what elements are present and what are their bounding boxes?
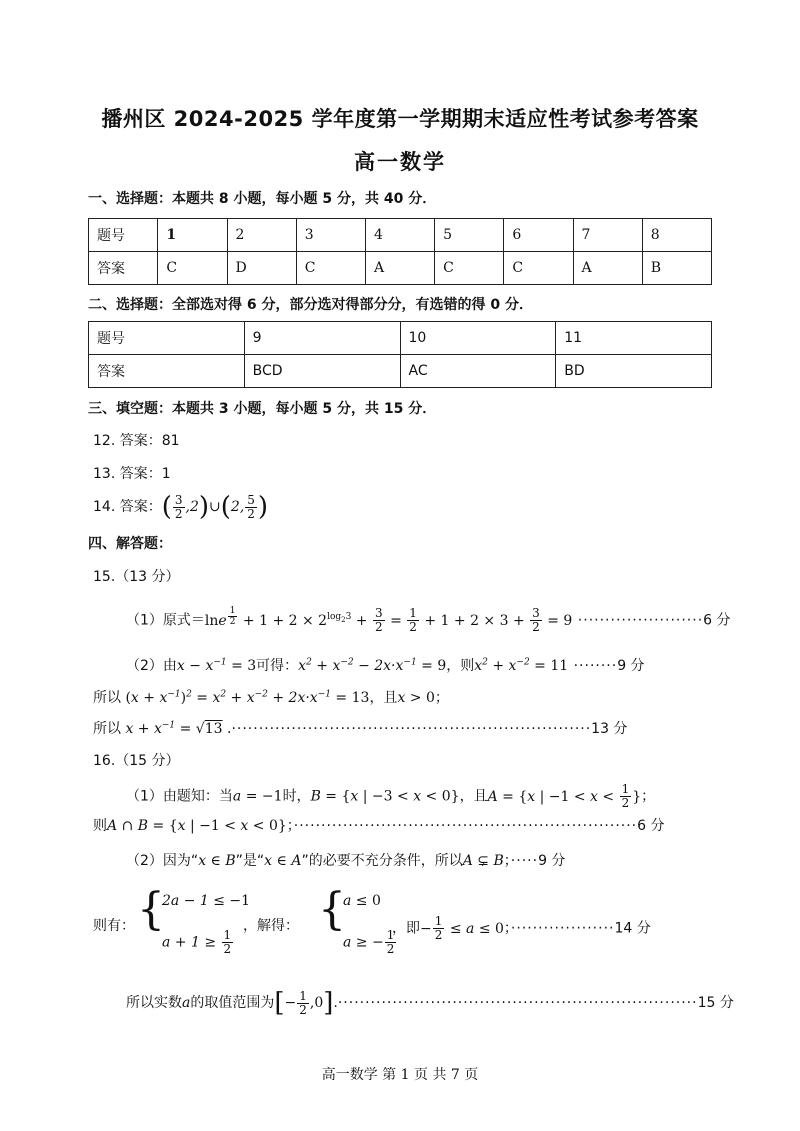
table-cell: 8	[642, 219, 711, 252]
table-cell: C	[504, 252, 573, 285]
leader-dots: ·······················	[572, 612, 704, 629]
q15-part1-label: （1）原式＝	[126, 612, 205, 629]
table-cell: 5	[435, 219, 504, 252]
q16-part2-label: 则	[93, 818, 107, 834]
table-cell: 9	[244, 322, 400, 355]
table-cell: BCD	[244, 355, 400, 388]
q16-part5-formula: [− $\frac{1}{2}$ ,0].	[274, 988, 338, 1018]
q16-part1-text2: ，且	[459, 788, 488, 805]
answer-12: 12. 答案：81	[93, 433, 180, 449]
answer-14-formula: ( $\frac{3}{2}$ ,2)∪(2, $\frac{5}{2}$ )	[161, 492, 269, 522]
table-cell: D	[227, 252, 296, 285]
q16-part1-formula-a: a = −1	[232, 788, 283, 805]
section-3-heading: 三、填空题：本题共 3 小题，每小题 5 分，共 15 分．	[88, 401, 437, 417]
q16-part1-text: 时，	[282, 788, 311, 805]
table-cell: 3	[296, 219, 365, 252]
table-cell: B	[642, 252, 711, 285]
answer-14-label: 14. 答案：	[93, 499, 162, 515]
q16-part4-label: 则有：	[93, 918, 135, 934]
page-subtitle: 高一数学	[354, 150, 446, 174]
table-cell: 10	[400, 322, 556, 355]
q16-part3-formula-c: A ⊊ B	[462, 853, 504, 869]
system-eq-2: a + 1 ≥ $\frac{1}{2}$	[162, 928, 232, 956]
q15-part1	[126, 606, 731, 634]
table-cell: A	[573, 252, 642, 285]
table-cell: 4	[365, 219, 434, 252]
q16-part3-score: 9 分	[538, 853, 566, 869]
q16-part4-text: ，解得：	[243, 918, 299, 934]
table-cell: 2	[227, 219, 296, 252]
answer-14	[93, 492, 268, 522]
q16-part3-label: （2）因为	[126, 853, 191, 869]
table-cell: 7	[573, 219, 642, 252]
table-row	[89, 252, 712, 285]
q15-part2-score: 9 分	[617, 658, 645, 674]
q15-part3-cond: x > 0	[397, 690, 435, 706]
solution-eq-2: a ≥ − $\frac{1}{2}$	[343, 928, 395, 956]
q16-part5-text: 的取值范围为	[190, 995, 275, 1011]
q15-part2-formula-c: $x^2 + x^{-2} = 11$	[474, 657, 569, 674]
q15-part2-formula-a: $x - x^{-1} = 3$	[176, 657, 257, 674]
page-footer: 高一数学 第 1 页 共 7 页	[321, 1067, 479, 1083]
q15-part2	[126, 655, 645, 675]
q15-part3-formula: $(x + x^{-1})^2 = x^2 + x^{-2} + 2x\cdot x^{-1} = 13$	[125, 689, 370, 706]
q16-part2-formula: A ∩ B = {x | −1 < x < 0}	[107, 818, 287, 834]
q15-part2-formula-b: $x^2 + x^{-2} - 2x\cdot x^{-1} = 9$	[298, 657, 447, 674]
table-row	[89, 355, 712, 388]
table-row	[89, 219, 712, 252]
q16-part5	[126, 988, 734, 1018]
q16-part1-formula-b: B = {x | −3 < x < 0}	[310, 788, 460, 805]
q15-part3: 所以 $(x + x^{-1})^2 = x^2 + x^{-2} + 2x\cdot x^{-1} = 13$，且x > 0；	[93, 689, 449, 706]
quote-open: “	[190, 853, 199, 869]
solution-eq-1: a ≤ 0	[343, 893, 381, 909]
table-header-cell: 答案	[89, 355, 245, 388]
q15-part2-text2: ，则	[446, 658, 475, 674]
q16-part2: 则A ∩ B = {x | −1 < x < 0}；·······························································6 分	[93, 818, 665, 834]
q16-part3: （2）因为“x ∈ B”是“x ∈ A”的必要不充分条件，所以A ⊊ B；·····9 分	[126, 853, 566, 869]
leader-dots: ·······························································	[293, 818, 638, 834]
q16-part4-text2: ，即	[392, 920, 420, 937]
section-1-heading: 一、选择题：本题共 8 小题，每小题 5 分，共 40 分．	[88, 191, 437, 207]
q16-part5-label: 所以实数	[126, 995, 182, 1011]
quote-mid: ”是“	[235, 853, 265, 869]
leader-dots: ··································································	[337, 995, 698, 1011]
q15-part1-formula: lne $^{\frac{1}{2}}$ + $1 + 2 \times 2^{log_23}$ + $\frac{3}{2}$ = $\frac{1}{2}$ + 1 + 2 × 3 + $\frac{3}{2}$ = 9	[204, 606, 573, 635]
leader-dots: ···················	[510, 920, 615, 937]
table-cell: C	[158, 252, 227, 285]
table-cell: C	[296, 252, 365, 285]
q16-part3-formula-b: x ∈ A	[264, 853, 302, 869]
table-header-cell: 题号	[89, 219, 158, 252]
table-cell: BD	[556, 355, 712, 388]
q16-part2-score: 6 分	[637, 818, 665, 834]
table-cell: 11	[556, 322, 712, 355]
q16-part5-var: a	[182, 995, 191, 1011]
answer-13: 13. 答案：1	[93, 466, 171, 482]
q16-part4-formula: − $\frac{1}{2}$ ≤ a ≤ 0	[420, 914, 504, 942]
q16-part5-score: 15 分	[697, 995, 734, 1011]
q15-part4-label: 所以	[93, 721, 121, 737]
table-cell: A	[365, 252, 434, 285]
leader-dots: ··································································	[231, 721, 592, 737]
q16-part1-label: （1）由题知：当	[126, 788, 233, 805]
choice-answer-table	[88, 218, 712, 285]
q16-part4-result: ，即− $\frac{1}{2}$ ≤ a ≤ 0；···················14 分	[392, 914, 651, 942]
q16-heading: 16.（15 分）	[93, 753, 180, 769]
leader-dots: ········	[568, 658, 618, 674]
section-2-heading: 二、选择题：全部选对得 6 分，部分选对得部分分，有选错的得 0 分．	[88, 297, 533, 313]
table-cell: AC	[400, 355, 556, 388]
table-header-cell: 题号	[89, 322, 245, 355]
q15-part1-score: 6 分	[703, 612, 731, 629]
left-brace: {	[137, 884, 165, 935]
q15-part2-text: 可得：	[256, 658, 299, 674]
left-brace: {	[318, 884, 346, 935]
q16-part3-formula-a: x ∈ B	[198, 853, 236, 869]
table-cell: C	[435, 252, 504, 285]
table-header-cell: 答案	[89, 252, 158, 285]
system-eq-1: 2a − 1 ≤ −1	[162, 893, 251, 909]
q15-part3-label: 所以	[93, 690, 121, 706]
q16-part1-formula-c: A = {x | −1 < x < $\frac{1}{2}$ }	[487, 782, 642, 810]
q16-part1: （1）由题知：当a = −1时，B = {x | −3 < x < 0}，且A = {x | −1 < x < $\frac{1}{2}$ }；	[126, 782, 656, 810]
q15-part4	[93, 718, 627, 738]
q15-part4-score: 13 分	[591, 721, 628, 737]
q15-part4-formula: $x + x^{-1} = √13$ .	[125, 720, 232, 737]
q16-part4-score: 14 分	[614, 920, 651, 937]
table-cell: 6	[504, 219, 573, 252]
leader-dots: ·····	[510, 853, 539, 869]
q16-part3-text: ”的必要不充分条件，所以	[301, 853, 463, 869]
q15-part3-text: ，且	[369, 690, 398, 706]
table-row	[89, 322, 712, 355]
q15-heading: 15.（13 分）	[93, 569, 180, 585]
q15-part2-label: （2）由	[126, 658, 177, 674]
multi-choice-answer-table	[88, 321, 712, 388]
table-cell: 1	[158, 219, 227, 252]
page-title: 播州区 2024-2025 学年度第一学期期末适应性考试参考答案	[101, 107, 699, 131]
section-4-heading: 四、解答题：	[88, 536, 172, 552]
